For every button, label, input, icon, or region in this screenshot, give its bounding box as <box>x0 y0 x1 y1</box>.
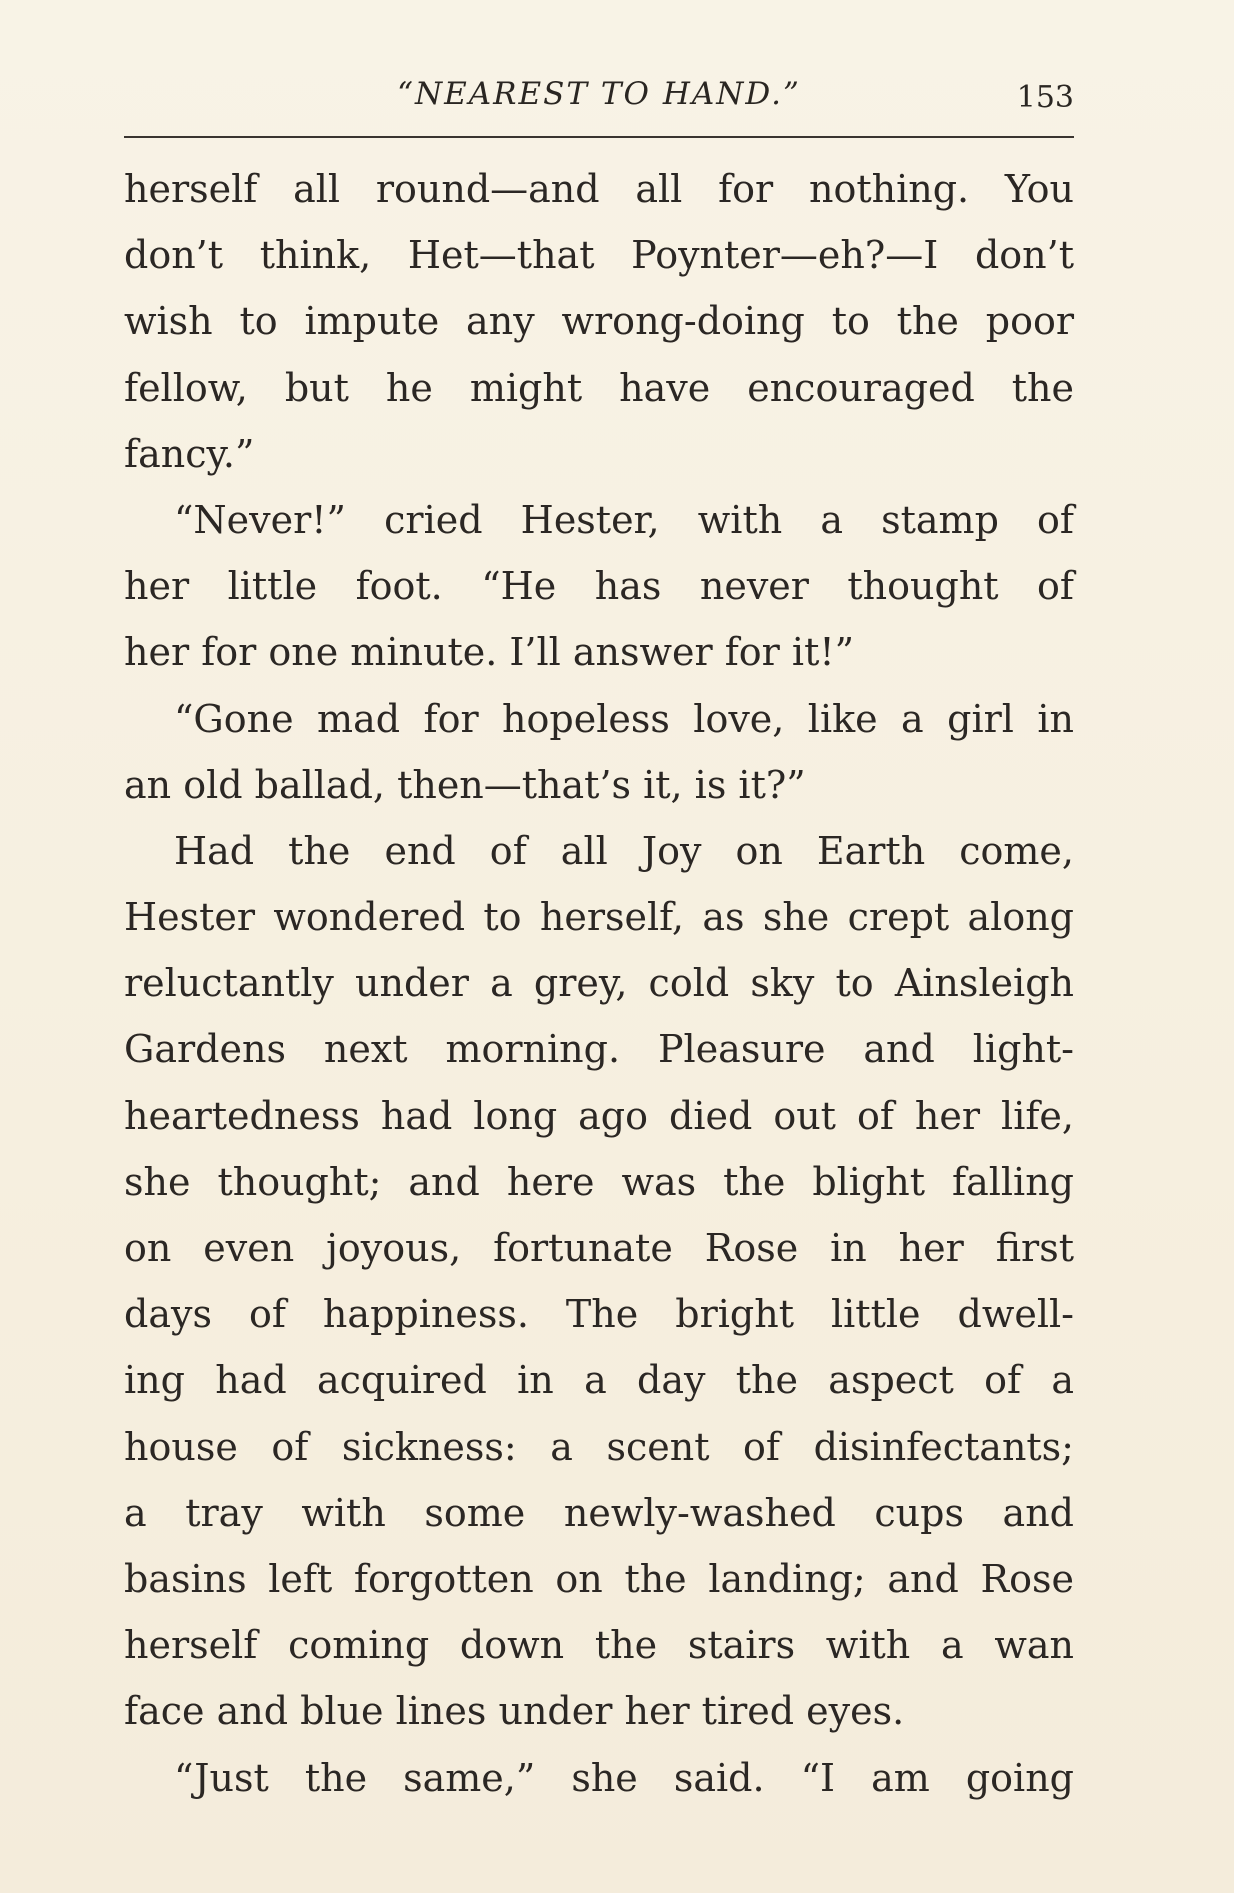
text-line: “Never!” cried Hester, with a stamp of <box>174 497 1074 542</box>
text-line: reluctantly under a grey, cold sky to Ainsleigh <box>124 961 1074 1006</box>
text-line: her little foot. “He has never thought of <box>124 564 1074 609</box>
text-line: ing had acquired in a day the aspect of a <box>124 1358 1074 1403</box>
text-line: heartedness had long ago died out of her life, <box>124 1093 1074 1138</box>
text-line: she thought; and here was the blight falling <box>124 1159 1074 1204</box>
text-line: Gardens next morning. Pleasure and light- <box>124 1027 1074 1072</box>
running-title: “NEAREST TO HAND.” <box>397 76 801 112</box>
page-number: 153 <box>1016 80 1074 115</box>
text-line: Had the end of all Joy on Earth come, <box>174 828 1074 873</box>
text-line: an old ballad, then—that’s it, is it?” <box>124 762 806 807</box>
text-line: herself all round—and all for nothing. You <box>124 167 1074 211</box>
page-header <box>124 70 1074 122</box>
text-line: fellow, but he might have encouraged the <box>124 365 1074 410</box>
text-line: Hester wondered to herself, as she crept along <box>124 895 1074 940</box>
text-line: her for one minute. I’ll answer for it!” <box>124 630 855 675</box>
text-line: don’t think, Het—that Poynter—eh?—I don’t <box>124 233 1074 278</box>
text-line: “Just the same,” she said. “I am going <box>174 1755 1074 1800</box>
text-line: days of happiness. The bright little dwell- <box>124 1292 1074 1337</box>
text-line: fancy.” <box>124 431 255 476</box>
text-line: a tray with some newly-washed cups and <box>124 1490 1074 1535</box>
text-line: herself coming down the stairs with a wan <box>124 1623 1074 1668</box>
text-line: “Gone mad for hopeless love, like a girl in <box>174 696 1074 741</box>
text-line: face and blue lines under her tired eyes. <box>124 1689 905 1734</box>
text-line: basins left forgotten on the landing; and Rose <box>124 1556 1074 1601</box>
text-line: wish to impute any wrong-doing to the poor <box>124 299 1074 344</box>
text-line: house of sickness: a scent of disinfectants; <box>124 1424 1074 1469</box>
header-rule <box>124 136 1074 138</box>
text-line: on even joyous, fortunate Rose in her first <box>124 1226 1074 1270</box>
body-text <box>124 156 1074 1811</box>
